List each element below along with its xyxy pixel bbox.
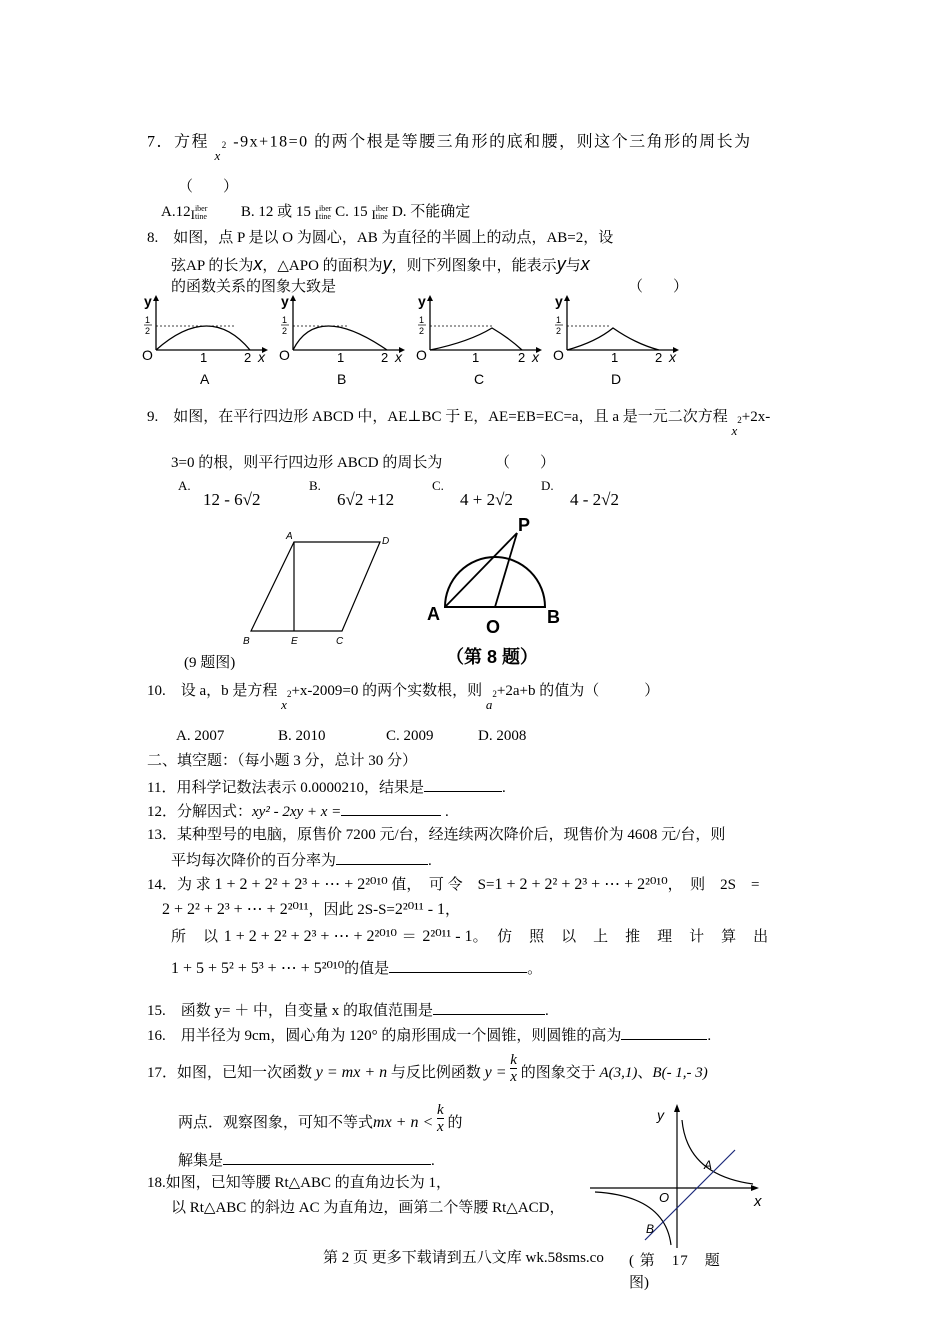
q9-opt-a: 12 - 6√2: [203, 490, 261, 509]
q17-fraction-k-x-2: $\frac{k}{x}$: [437, 1102, 444, 1135]
axis-x-label: x: [669, 349, 676, 365]
q9-opt-b-label: B.: [309, 478, 321, 493]
q8-line3: 的函数关系的图象大致是: [171, 279, 337, 295]
q17-fig-caption-1: ( 第 17 题: [629, 1253, 721, 1269]
q9-opt-c: 4 + 2√2: [460, 490, 513, 509]
q7-option-d: D. 不能确定: [391, 204, 471, 220]
q15-answer-blank[interactable]: [433, 1000, 545, 1015]
graph-label-c: C: [474, 371, 485, 386]
tick-2: 2: [655, 350, 663, 365]
half-num: 1: [282, 315, 288, 325]
axis-y-label: y: [418, 293, 426, 309]
q9-opt-c-label: C.: [432, 478, 444, 493]
half-num: 1: [145, 315, 151, 325]
q13-line1: 13．某种型号的电脑，原售价 7200 元/台，经连续两次降价后，现售价为 4608 元/台，则: [147, 827, 726, 843]
q11: 11．用科学记数法表示 0.0000210，结果是 .: [147, 777, 506, 797]
pt-c: C: [336, 636, 344, 647]
tick-1: 1: [472, 350, 480, 365]
pt-b: B: [547, 607, 560, 627]
q16-answer-blank[interactable]: [621, 1025, 707, 1040]
q7-option-a: A.12: [161, 204, 191, 220]
q10-opt-b: B. 2010: [278, 728, 326, 744]
q14-line4: 1 + 5 + 5² + 5³ + ⋯ + 5²⁰¹⁰的值是 。: [171, 960, 543, 977]
q14-answer-blank[interactable]: [389, 958, 527, 973]
q7-var-x: x: [214, 148, 222, 164]
q16: 16. 用半径为 9cm，圆心角为 120° 的扇形围成一个圆锥，则圆锥的高为 .: [147, 1025, 711, 1045]
axis-x-label: x: [258, 349, 265, 365]
q9-line2: 3=0 的根，则平行四边形 ABCD 的周长为: [171, 455, 443, 471]
section-2-title: 二、填空题：（每小题 3 分，总计 30 分）: [147, 753, 418, 769]
pt-p: P: [518, 515, 531, 535]
q13-line2: 平均每次降价的百分率为 .: [171, 850, 432, 870]
tick-1: 1: [611, 350, 619, 365]
origin-label: O: [279, 347, 290, 363]
q7-options: [161, 203, 470, 221]
half-den: 2: [419, 326, 425, 336]
q8-graph-a: [142, 293, 268, 386]
q14-line2: 2 + 2² + 2³ + ⋯ + 2²⁰¹¹，因此 2S-S=2²⁰¹¹ - 1，: [162, 901, 461, 918]
graph-label-b: B: [337, 371, 347, 386]
q8-graph-d: [553, 293, 679, 386]
q8-semicircle-figure: [420, 515, 580, 670]
graph-label-d: D: [611, 371, 622, 386]
q9-paren: （ ）: [495, 455, 556, 471]
q8-paren: （ ）: [628, 279, 689, 295]
q13-answer-blank[interactable]: [336, 850, 428, 865]
pt-a: A: [427, 604, 440, 624]
q10-line: 10. 设 a，b 是方程 $x^2+x-2009=0$ 的两个实数根，则 $a^2+2a+b$ 的值为（ ）: [147, 683, 660, 712]
q17-line3: 解集是 .: [178, 1150, 435, 1170]
q17-fraction-k-x: $\frac{k}{x}$: [510, 1052, 517, 1085]
pt-a: A: [286, 531, 293, 542]
axis-y-label: y: [144, 293, 152, 309]
q9-line1: 9. 如图，在平行四边形 ABCD 中，AE⊥BC 于 E，AE=EB=EC=a，且 a 是一元二次方程 $x^2+2x-$: [147, 409, 771, 438]
q11-answer-blank[interactable]: [424, 777, 502, 792]
q9-opt-a-label: A.: [178, 478, 191, 493]
q7-option-b: B. 12 或 15: [240, 204, 311, 220]
q8-graphs: [140, 292, 700, 386]
q14-line1: 14．为 求 1 + 2 + 2² + 2³ + ⋯ + 2²⁰¹⁰ 值， 可 令 S=1 + 2 + 2² + 2³ + ⋯ + 2²⁰¹⁰， 则 2S =: [147, 876, 760, 893]
q10-opt-a: A. 2007: [176, 728, 225, 744]
half-den: 2: [145, 326, 151, 336]
q9-fig-caption: (9 题图): [184, 655, 236, 671]
q7-line1: 7．方程 $_x^2$ -9x+18=0 的两个根是等腰三角形的底和腰，则这个三角形的周长为: [147, 133, 752, 164]
half-num: 1: [556, 315, 562, 325]
fig17-y: y: [657, 1107, 664, 1123]
axis-x-label: x: [395, 349, 402, 365]
q18-line2: 以 Rt△ABC 的斜边 AC 为直角边，画第二个等腰 Rt△ACD，: [171, 1200, 565, 1216]
q17-line1: 17．如图，已知一次函数 y = mx + n 与反比例函数 y = $\frac{k}{x}$ 的图象交于 A(3,1)、B(- 1,- 3): [147, 1052, 708, 1085]
q17-line2: 两点．观察图象，可知不等式mx + n < $\frac{k}{x}$ 的: [178, 1102, 463, 1135]
page-footer: 第 2 页 更多下载请到五八文库 wk.58sms.co: [323, 1250, 604, 1266]
q12: 12．分解因式：xy² - 2xy + x = .: [147, 801, 449, 821]
half-den: 2: [556, 326, 562, 336]
q8-line1: 8. 如图，点 P 是以 O 为圆心，AB 为直径的半圆上的动点，AB=2，设: [147, 230, 614, 246]
half-num: 1: [419, 315, 425, 325]
origin-label: O: [142, 347, 153, 363]
q10-opt-c: C. 2009: [386, 728, 434, 744]
tick-2: 2: [381, 350, 389, 365]
origin-label: O: [416, 347, 427, 363]
q17-fig-caption-2: 图): [629, 1275, 649, 1291]
q9-opt-d: 4 - 2√2: [570, 490, 619, 509]
q7-garbled-glyph-3: Iiber tine: [371, 203, 389, 222]
fig8-caption: （第 8 题）: [446, 647, 539, 667]
q14-line3: 所 以 1 + 2 + 2² + 2³ + ⋯ + 2²⁰¹⁰ ＝ 2²⁰¹¹ - 1。 仿 照 以 上 推 理 计 算 出: [171, 928, 770, 945]
q9-opt-d-label: D.: [541, 478, 554, 493]
fig17-a: A: [704, 1158, 713, 1172]
fig17-o: O: [659, 1190, 670, 1205]
pt-d: D: [382, 536, 390, 547]
tick-1: 1: [337, 350, 345, 365]
pt-o: O: [486, 617, 501, 637]
q9-opt-b: 6√2 +12: [337, 490, 395, 509]
q17-figure: [585, 1100, 780, 1250]
tick-2: 2: [518, 350, 526, 365]
axis-y-label: y: [281, 293, 289, 309]
q12-answer-blank[interactable]: [341, 801, 441, 816]
half-den: 2: [282, 326, 288, 336]
tick-1: 1: [200, 350, 208, 365]
pt-e: E: [291, 636, 298, 647]
q7-option-c: C. 15: [335, 204, 368, 220]
q7-garbled-glyph: Iiber tine: [190, 203, 208, 222]
q17-answer-blank[interactable]: [223, 1150, 431, 1165]
fig17-b: B: [646, 1222, 655, 1236]
q10-opt-d: D. 2008: [478, 728, 527, 744]
q8-line2: 弦AP 的长为x，△APO 的面积为y，则下列图象中，能表示y与x: [171, 254, 590, 274]
axis-x-label: x: [532, 349, 539, 365]
q8-graph-b: [279, 293, 405, 386]
axis-y-label: y: [555, 293, 563, 309]
q18-line1: 18.如图，已知等腰 Rt△ABC 的直角边长为 1，: [147, 1175, 452, 1191]
q9-parallelogram-figure: [236, 528, 406, 656]
q7-garbled-glyph-2: Iiber tine: [314, 203, 332, 222]
graph-label-a: A: [200, 371, 210, 386]
fig17-x: x: [754, 1193, 762, 1210]
pt-b: B: [243, 636, 250, 647]
tick-2: 2: [244, 350, 252, 365]
q8-graph-c: [416, 293, 542, 386]
q7-paren: （ ）: [178, 179, 239, 195]
origin-label: O: [553, 347, 564, 363]
q15: 15. 函数 y= ＋ 中，自变量 x 的取值范围是 .: [147, 1000, 549, 1020]
